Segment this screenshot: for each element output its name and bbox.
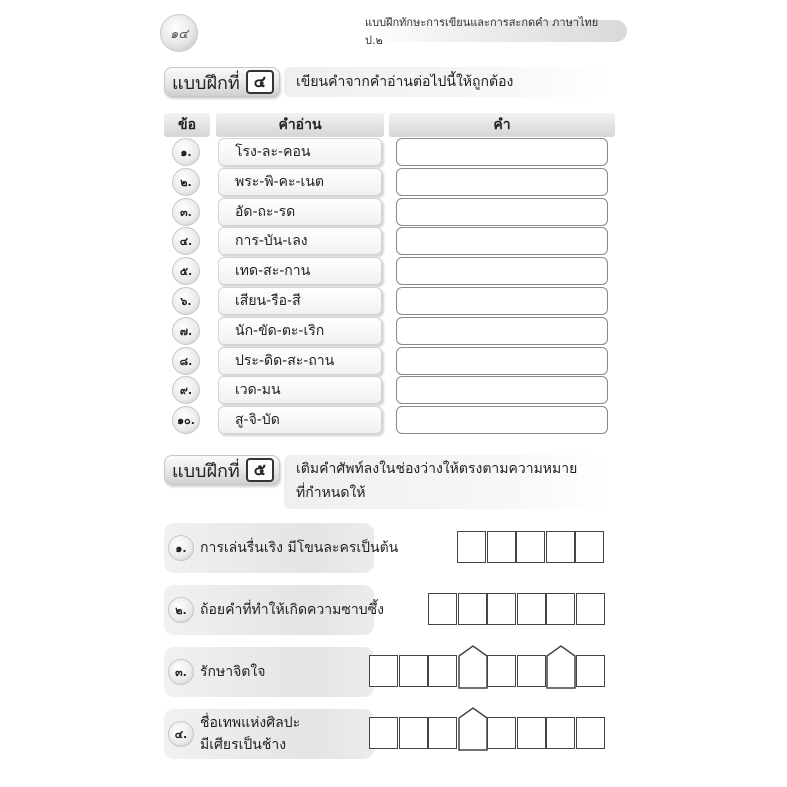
question-text: [200, 712, 300, 756]
row-number-badge: [172, 287, 200, 315]
letter-cell[interactable]: [546, 645, 576, 689]
row-number: ๙.: [179, 384, 193, 397]
letter-cell[interactable]: [576, 717, 605, 749]
letter-cell[interactable]: [546, 531, 575, 563]
exercise-4-instruction-panel: [284, 67, 614, 97]
answer-box[interactable]: [396, 406, 608, 434]
letter-cell[interactable]: [546, 593, 575, 625]
answer-box[interactable]: [396, 257, 608, 285]
letter-cell[interactable]: [428, 655, 457, 687]
reading-cell: [218, 257, 382, 285]
row-number-badge: [172, 168, 200, 196]
row-number-badge: [172, 198, 200, 226]
exercise-4-label-text: แบบฝึกที่: [172, 72, 240, 94]
answer-box[interactable]: [396, 347, 608, 375]
exercise-5-label: [164, 455, 280, 485]
exercise-4-instruction: เขียนคำจากคำอ่านต่อไปนี้ให้ถูกต้อง: [296, 74, 514, 90]
reading-text: เทด-สะ-กาน: [235, 263, 311, 279]
row-number-badge: [172, 317, 200, 345]
column-header-reading: [216, 113, 384, 137]
question-number-badge: [168, 597, 194, 623]
question-number-badge: [168, 659, 194, 685]
reading-cell: [218, 287, 382, 315]
letter-cell[interactable]: [517, 717, 546, 749]
exercise-4-number: ๔: [246, 70, 274, 94]
question-text-line1: การเล่นรื่นเริง มีโขนละครเป็นต้น: [200, 540, 399, 556]
row-number-badge: [172, 138, 200, 166]
letter-cell[interactable]: [428, 717, 457, 749]
question-number-badge: [168, 535, 194, 561]
question-text: [200, 537, 398, 559]
row-number: ๒.: [180, 176, 192, 189]
letter-cell[interactable]: [487, 717, 516, 749]
letter-cell[interactable]: [458, 707, 488, 751]
question-panel: [164, 647, 374, 697]
letter-cell[interactable]: [369, 717, 398, 749]
letter-cell[interactable]: [487, 531, 516, 563]
question-number: ๓.: [175, 666, 187, 679]
reading-cell: [218, 227, 382, 255]
page-number: ๑๔: [169, 26, 189, 42]
letter-cell[interactable]: [487, 655, 516, 687]
answer-box[interactable]: [396, 317, 608, 345]
reading-text: เสียน-รือ-สี: [235, 293, 301, 309]
row-number: ๗.: [179, 325, 193, 338]
exercise-5-label-text: แบบฝึกที่: [172, 460, 240, 482]
row-number: ๓.: [180, 206, 192, 219]
answer-box[interactable]: [396, 168, 608, 196]
row-number: ๖.: [180, 295, 192, 308]
letter-cell[interactable]: [576, 655, 605, 687]
answer-box[interactable]: [396, 227, 608, 255]
letter-cell[interactable]: [517, 655, 546, 687]
reading-text: อัด-ถะ-รด: [235, 204, 296, 220]
answer-box[interactable]: [396, 376, 608, 404]
row-number-badge: [172, 257, 200, 285]
question-number-badge: [168, 721, 194, 747]
reading-cell: [218, 406, 382, 434]
row-number: ๑๐.: [177, 414, 195, 427]
question-text-line2: มีเศียรเป็นช้าง: [200, 737, 287, 753]
book-title-banner: [365, 16, 627, 47]
letter-cell[interactable]: [575, 531, 604, 563]
exercise-5-instruction-panel: [284, 455, 614, 509]
question-number: ๔.: [174, 728, 188, 741]
question-text-line1: ถ้อยคำที่ทำให้เกิดความซาบซึ้ง: [200, 602, 384, 618]
exercise-5-instruction-line1: เติมคำศัพท์ลงในช่องว่างให้ตรงตามความหมาย: [296, 461, 578, 477]
row-number: ๕.: [179, 265, 193, 278]
reading-text: เวด-มน: [235, 382, 281, 398]
answer-box[interactable]: [396, 198, 608, 226]
letter-cell[interactable]: [457, 531, 486, 563]
letter-cell[interactable]: [516, 531, 545, 563]
column-header-word: [389, 113, 615, 137]
letter-cell[interactable]: [399, 655, 428, 687]
question-text-line1: รักษาจิตใจ: [200, 664, 266, 680]
letter-cell[interactable]: [458, 593, 487, 625]
letter-cell[interactable]: [546, 717, 575, 749]
question-text-line1: ชื่อเทพแห่งศิลปะ: [200, 715, 301, 731]
reading-cell: [218, 376, 382, 404]
reading-cell: [218, 168, 382, 196]
exercise-4-label: [164, 67, 280, 97]
reading-text: โรง-ละ-คอน: [235, 144, 311, 160]
reading-text: ประ-ดิด-สะ-ถาน: [235, 353, 335, 369]
row-number-badge: [172, 347, 200, 375]
letter-cell[interactable]: [399, 717, 428, 749]
row-number-badge: [172, 227, 200, 255]
row-number: ๔.: [179, 235, 193, 248]
reading-text: การ-บัน-เลง: [235, 233, 308, 249]
answer-box[interactable]: [396, 138, 608, 166]
page-number-badge: [160, 14, 198, 52]
row-number-badge: [172, 406, 200, 434]
book-title: แบบฝึกทักษะการเขียนและการสะกดคำ ภาษาไทย ป.๒: [365, 16, 599, 47]
reading-text: พระ-พิ-คะ-เนต: [235, 174, 324, 190]
reading-cell: [218, 138, 382, 166]
reading-cell: [218, 347, 382, 375]
reading-text: นัก-ขัด-ตะ-เริก: [235, 323, 325, 339]
answer-box[interactable]: [396, 287, 608, 315]
question-number: ๑.: [175, 542, 187, 555]
letter-cell[interactable]: [458, 645, 488, 689]
reading-cell: [218, 317, 382, 345]
column-header-reading-text: คำอ่าน: [278, 117, 322, 133]
letter-cell[interactable]: [428, 593, 457, 625]
question-text: [200, 599, 384, 621]
reading-text: สู-จิ-บัด: [235, 412, 280, 428]
column-header-no-text: ข้อ: [178, 117, 196, 133]
letter-cell[interactable]: [369, 655, 398, 687]
letter-cell[interactable]: [576, 593, 605, 625]
column-header-word-text: คำ: [493, 117, 511, 133]
row-number-badge: [172, 376, 200, 404]
question-text: [200, 661, 265, 683]
exercise-5-number: ๕: [246, 458, 274, 482]
reading-cell: [218, 198, 382, 226]
exercise-5-instruction-line2: ที่กำหนดให้: [296, 485, 366, 501]
row-number: ๑.: [180, 146, 192, 159]
column-header-no: [164, 113, 210, 137]
letter-cell[interactable]: [517, 593, 546, 625]
question-number: ๒.: [175, 604, 187, 617]
row-number: ๘.: [179, 355, 193, 368]
letter-cell[interactable]: [487, 593, 516, 625]
